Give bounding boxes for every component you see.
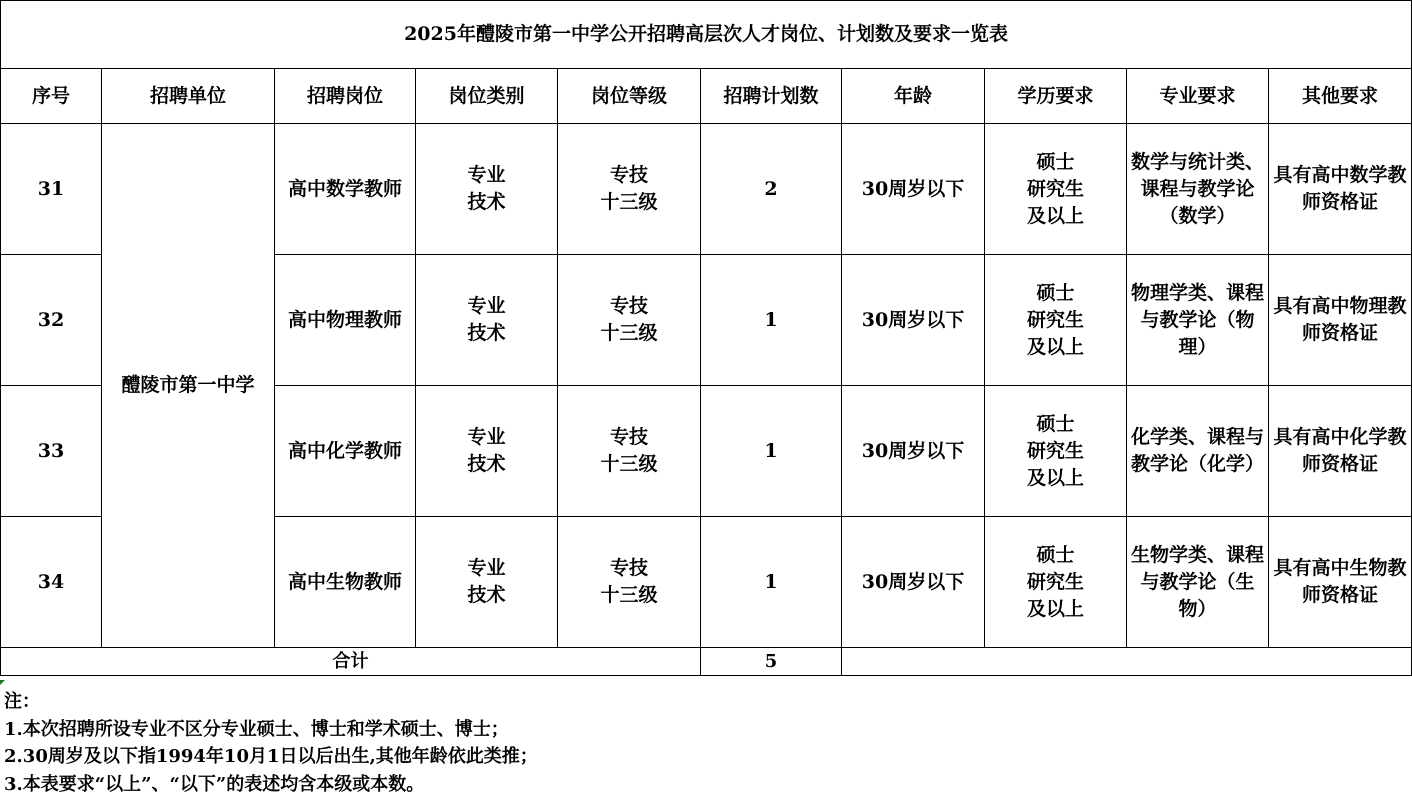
cell-education[interactable]: 硕士 研究生 及以上 — [985, 517, 1127, 648]
header-cell-count[interactable]: 招聘计划数 — [701, 69, 842, 124]
cell-error-indicator-icon — [0, 680, 5, 685]
cell-education[interactable]: 硕士 研究生 及以上 — [985, 124, 1127, 255]
cell-major[interactable]: 生物学类、课程与教学论（生物） — [1127, 517, 1269, 648]
cell-level[interactable]: 专技 十三级 — [558, 386, 701, 517]
total-value-cell[interactable]: 5 — [701, 648, 842, 676]
note-line-3[interactable]: 3.本表要求“以上”、“以下”的表述均含本级或本数。 — [4, 773, 425, 795]
cell-unit-merged[interactable]: 醴陵市第一中学 — [102, 124, 275, 648]
cell-major[interactable]: 物理学类、课程与教学论（物理） — [1127, 255, 1269, 386]
table-row — [1, 124, 1412, 255]
cell-count[interactable]: 1 — [701, 255, 842, 386]
header-cell-category[interactable]: 岗位类别 — [416, 69, 558, 124]
cell-level[interactable]: 专技 十三级 — [558, 124, 701, 255]
header-row — [1, 69, 1412, 124]
cell-no[interactable]: 32 — [1, 255, 102, 386]
header-cell-major[interactable]: 专业要求 — [1127, 69, 1269, 124]
cell-age[interactable]: 30周岁以下 — [842, 124, 985, 255]
note-line-1[interactable]: 1.本次招聘所设专业不区分专业硕士、博士和学术硕士、博士； — [4, 718, 509, 740]
note-line-2[interactable]: 2.30周岁及以下指1994年10月1日以后出生,其他年龄依此类推； — [4, 746, 538, 767]
cell-post[interactable]: 高中生物教师 — [275, 517, 416, 648]
cell-count[interactable]: 1 — [701, 517, 842, 648]
header-cell-age[interactable]: 年龄 — [842, 69, 985, 124]
cell-level[interactable]: 专技 十三级 — [558, 517, 701, 648]
cell-no[interactable]: 33 — [1, 386, 102, 517]
header-cell-post[interactable]: 招聘岗位 — [275, 69, 416, 124]
cell-other[interactable]: 具有高中数学教师资格证 — [1269, 124, 1412, 255]
header-cell-unit[interactable]: 招聘单位 — [102, 69, 275, 124]
notes-heading[interactable]: 注： — [4, 691, 40, 712]
header-cell-other[interactable]: 其他要求 — [1269, 69, 1412, 124]
cell-age[interactable]: 30周岁以下 — [842, 386, 985, 517]
cell-other[interactable]: 具有高中化学教师资格证 — [1269, 386, 1412, 517]
cell-category[interactable]: 专业 技术 — [416, 517, 558, 648]
cell-education[interactable]: 硕士 研究生 及以上 — [985, 255, 1127, 386]
cell-other[interactable]: 具有高中生物教师资格证 — [1269, 517, 1412, 648]
cell-category[interactable]: 专业 技术 — [416, 124, 558, 255]
cell-education[interactable]: 硕士 研究生 及以上 — [985, 386, 1127, 517]
cell-category[interactable]: 专业 技术 — [416, 386, 558, 517]
cell-major[interactable]: 化学类、课程与教学论（化学） — [1127, 386, 1269, 517]
total-row — [1, 648, 1412, 676]
cell-other[interactable]: 具有高中物理教师资格证 — [1269, 255, 1412, 386]
cell-post[interactable]: 高中化学教师 — [275, 386, 416, 517]
total-empty-cell[interactable] — [842, 648, 1412, 676]
cell-count[interactable]: 1 — [701, 386, 842, 517]
header-cell-no[interactable]: 序号 — [1, 69, 102, 124]
header-cell-level[interactable]: 岗位等级 — [558, 69, 701, 124]
cell-post[interactable]: 高中物理教师 — [275, 255, 416, 386]
cell-category[interactable]: 专业 技术 — [416, 255, 558, 386]
cell-no[interactable]: 34 — [1, 517, 102, 648]
header-cell-education[interactable]: 学历要求 — [985, 69, 1127, 124]
table-title[interactable]: 2025年醴陵市第一中学公开招聘高层次人才岗位、计划数及要求一览表 — [1, 1, 1412, 69]
cell-no[interactable]: 31 — [1, 124, 102, 255]
cell-post[interactable]: 高中数学教师 — [275, 124, 416, 255]
cell-level[interactable]: 专技 十三级 — [558, 255, 701, 386]
notes-block — [4, 688, 538, 798]
cell-age[interactable]: 30周岁以下 — [842, 255, 985, 386]
cell-major[interactable]: 数学与统计类、课程与教学论（数学） — [1127, 124, 1269, 255]
total-label-cell[interactable]: 合计 — [1, 648, 701, 676]
cell-age[interactable]: 30周岁以下 — [842, 517, 985, 648]
cell-count[interactable]: 2 — [701, 124, 842, 255]
